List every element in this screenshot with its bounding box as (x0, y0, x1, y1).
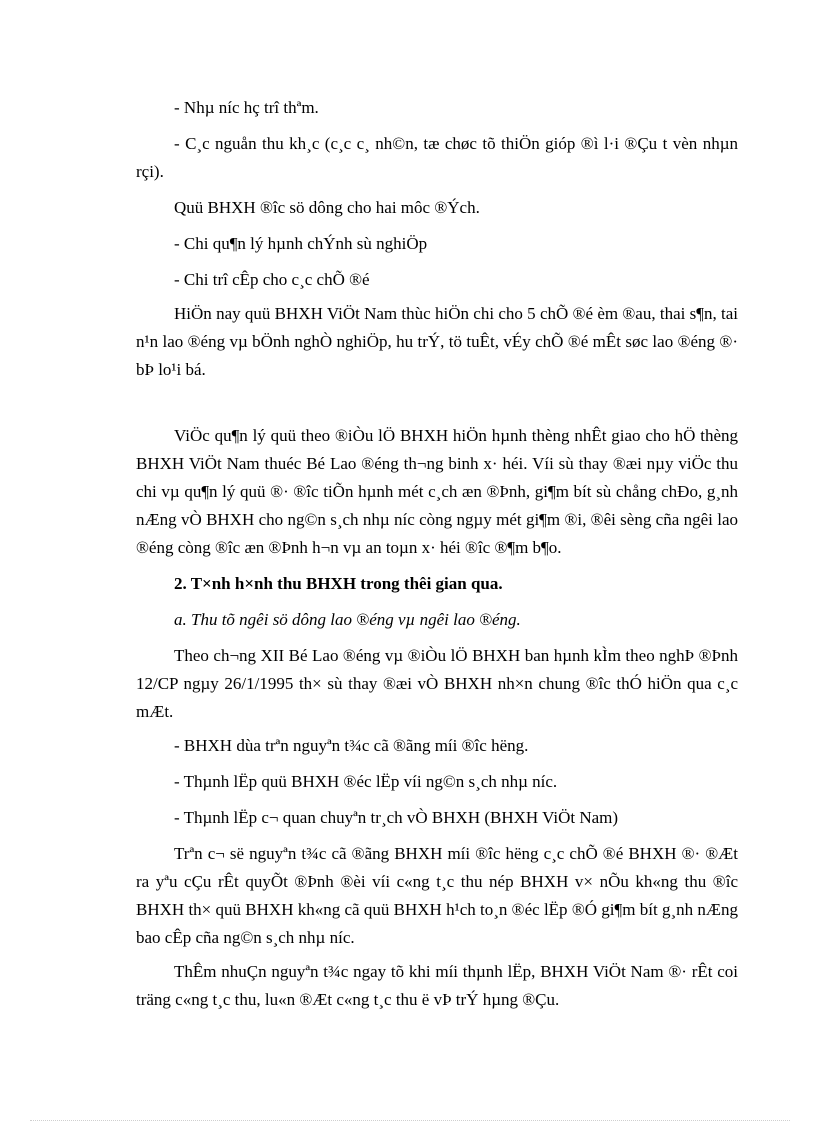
paragraph-five-regimes: HiÖn nay quü BHXH ViÖt Nam thùc hiÖn chi cho 5 chÕ ®é èm ®au, thai s¶n, tai n¹n lao ®éng vµ bÖnh nghÒ nghiÖp, hu trÝ, tö tuÊt, vÉy chÕ ®é mÊt søc lao ®éng ®· bÞ lo¹i bá. (136, 304, 738, 379)
page-bottom-rule (30, 1120, 790, 1121)
section-heading: 2. T×nh h×nh thu BHXH trong thêi gian qua. (174, 574, 503, 593)
paragraph-independent-fund: - Thµnh lËp quü BHXH ®éc lËp víi ng©n s¸ch nhµ níc. (174, 772, 558, 791)
paragraph-admin-spending: - Chi qu¶n lý hµnh chÝnh sù nghiÖp (174, 234, 428, 253)
subsection-heading: a. Thu tõ ngêi sö dông lao ®éng vµ ngêi lao ®éng. (174, 610, 521, 629)
paragraph-other-sources: - C¸c nguån thu kh¸c (c¸c c¸ nh©n, tæ chøc tõ thiÖn gióp ®ì l·i ®Çu t vèn nhµn rçi). (136, 134, 738, 181)
paragraph-chapter-xii: Theo ch¬ng XII Bé Lao ®éng vµ ®iÒu lÖ BHXH ban hµnh kÌm theo nghÞ ®Þnh 12/CP ngµy 26/1/1995 th× sù thay ®æi vÒ BHXH nh×n chung ®îc thÓ hiÖn qua c¸c mÆt. (136, 646, 738, 721)
paragraph-collection-requirement: Trªn c¬ së nguyªn t¾c cã ®ãng BHXH míi ®îc hëng c¸c chÕ ®é BHXH ®· ®Æt ra yªu cÇu rÊt quyÕt ®Þnh ®èi víi c«ng t¸c thu nép BHXH v× nÕu kh«ng thu ®îc BHXH th× quü BHXH kh«ng cã quü BHXH h¹ch to¸n ®éc lËp ®Ó gi¶m bít g¸nh nÆng bao cÊp cña ng©n s¸ch nhµ níc. (136, 844, 738, 947)
paragraph-collection-priority: ThÊm nhuÇn nguyªn t¾c ngay tõ khi míi thµnh lËp, BHXH ViÖt Nam ®· rÊt coi träng c«ng t¸c thu, lu«n ®Æt c«ng t¸c thu ë vÞ trÝ hµng ®Çu. (136, 962, 738, 1009)
paragraph-state-support: - Nhµ níc hç trî thªm. (174, 98, 319, 117)
paragraph-fund-management: ViÖc qu¶n lý quü theo ®iÒu lÖ BHXH hiÖn hµnh thèng nhÊt giao cho hÖ thèng BHXH ViÖt Nam thuéc Bé Lao ®éng th¬ng binh x· héi. Víi sù thay ®æi nµy viÖc thu chi vµ qu¶n lý quü ®· ®îc tiÕn hµnh mét c¸ch æn ®Þnh, gi¶m bít sù chång chÐo, g¸nh nÆng vÒ BHXH cho ng©n s¸ch nhµ níc còng ngµy mét gi¶m ®i, ®êi sèng cña ngêi lao ®éng còng ®îc æn ®Þnh h¬n vµ an toµn x· héi ®îc ®¶m b¶o. (136, 426, 738, 557)
paragraph-specialized-agency: - Thµnh lËp c¬ quan chuyªn tr¸ch vÒ BHXH (BHXH ViÖt Nam) (174, 808, 619, 827)
paragraph-contribution-principle: - BHXH dùa trªn nguyªn t¾c cã ®ãng míi ®îc hëng. (174, 736, 529, 755)
paragraph-benefit-spending: - Chi trî cÊp cho c¸c chÕ ®é (174, 270, 370, 289)
paragraph-fund-purposes: Quü BHXH ®îc sö dông cho hai môc ®Ých. (174, 198, 480, 217)
